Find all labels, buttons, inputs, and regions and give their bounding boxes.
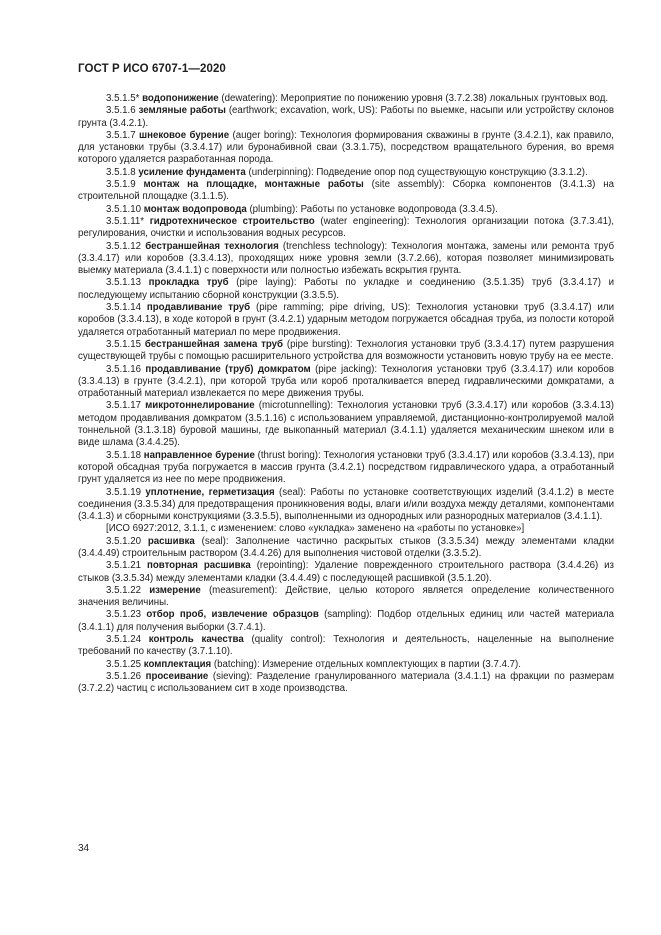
term-entry (78, 105, 614, 130)
entry-number: 3.5.1.9 (106, 179, 136, 191)
entry-number: 3.5.1.14 (106, 302, 142, 314)
entry-text: (pipe laying): Работы по укладке и соединению (3.5.1.35) труб (3.3.4.17) и последующему испытанию сборной конструкции (3.3.5.5). (78, 277, 614, 301)
entry-term: отбор проб, извлечение образцов (146, 609, 319, 621)
entry-number: 3.5.1.22 (106, 584, 142, 596)
term-entry (78, 277, 614, 302)
entry-number: 3.5.1.7 (106, 129, 136, 141)
term-entry (78, 339, 614, 364)
entry-text: (quality control): Технология и деятельность, нацеленные на выполнение требований по качеству (3.7.1.10). (78, 634, 614, 658)
term-entry (78, 216, 614, 241)
entry-text: (microtunnelling): Технология установки труб (3.3.4.17) или коробов (3.3.4.13) методом продавливания домкратом (3.5.1.16) с использованием управляемой, дистанционно-контролируемой малой тоннельной (3.1.3.18) буровой машины, где выкопанный материал (3.4.1.1) удаляется механическим шнеком или в виде шлама (3.4.4.25). (78, 400, 614, 449)
page-number: 34 (78, 843, 90, 854)
entry-text: (trenchless technology): Технология монтажа, замены или ремонта труб (3.3.4.17) или коробов (3.3.4.13), проходящих ниже уровня земли (3.7.2.66), которая позволяет минимизировать выемку материала (3.4.1.1) с поверхности или полностью избежать вскрытия грунта. (78, 240, 614, 277)
entry-text: (measurement): Действие, целью которого является определение количественного значения величины. (78, 584, 614, 609)
document-header: ГОСТ Р ИСО 6707-1—2020 (78, 63, 226, 75)
entry-text: (batching): Измерение отдельных комплектующих в партии (3.7.4.7). (211, 658, 521, 670)
term-entry (78, 671, 614, 696)
source-note: [ИСО 6927:2012, 3.1.1, с изменением: слово «укладка» заменено на «работы по установке»] (106, 523, 525, 535)
entry-number: 3.5.1.8 (106, 166, 136, 178)
entry-text: (thrust boring): Технология установки труб (3.3.4.17) или коробов (3.3.4.13), при которой обсадная труба погружается в массив грунта (3.4.2.1) посредством гидравлического удара, а отработанный грунт удаляется из нее по мере продвижения. (78, 449, 614, 486)
entry-number: 3.5.1.21 (106, 560, 142, 572)
term-entry (78, 609, 614, 634)
entry-text: (sampling): Подбор отдельных единиц или частей материала (3.4.1.1) для получения выборки (3.7.4.1). (78, 609, 614, 633)
term-entry (78, 659, 614, 671)
entry-term: просеивание (145, 670, 209, 682)
entry-number: 3.5.1.6 (106, 105, 136, 117)
term-entry (78, 634, 614, 659)
entry-term: бестраншейная замена труб (144, 338, 284, 350)
term-entry (78, 364, 614, 401)
entry-term: водопонижение (142, 93, 219, 104)
entry-term: продавливание (труб) домкратом (145, 363, 311, 375)
entry-term: контроль качества (148, 634, 244, 646)
entry-number: 3.5.1.25 (106, 658, 142, 670)
entry-text: (site assembly): Сборка компонентов (3.4.1.3) на строительной площадке (3.1.1.5). (78, 179, 614, 203)
entry-term: монтаж на площадке, монтажные работы (143, 179, 364, 191)
entry-term: гидротехническое строительство (149, 215, 315, 227)
entry-text: (dewatering): Мероприятие по понижению уровня (3.7.2.38) локальных грунтовых вод. (218, 93, 609, 104)
entry-number: 3.5.1.26 (106, 670, 142, 682)
entry-number: 3.5.1.17 (106, 400, 142, 412)
entry-term: расшивка (147, 535, 195, 547)
entry-text: (plumbing): Работы по установке водопровода (3.3.4.5). (246, 203, 498, 215)
entry-term: комплектация (143, 658, 212, 670)
term-entry (78, 302, 614, 339)
entry-text: (pipe jacking): Технология установки труб (3.3.4.17) или коробов (3.3.4.13) в грунте (3.4.2.1), при которой труба или короб проталкивается вперед гидравлическими домкратами, а отработанный материал извлекается по мере движения трубы. (78, 363, 614, 400)
entry-text: (repointing): Удаление поврежденного строительного раствора (3.4.4.26) из стыков (3.3.5.34) между элементами кладки (3.4.4.49) с последующей расшивкой (3.5.1.20). (78, 560, 614, 584)
entry-number: 3.5.1.18 (106, 449, 142, 461)
entry-number: 3.5.1.15 (106, 338, 142, 350)
term-entry (78, 560, 614, 585)
entry-term: микротоннелирование (145, 400, 255, 412)
entry-text: (pipe ramming; pipe driving, US): Технология установки труб (3.3.4.17) или коробов (3.3.4.13), в ходе которой в грунт (3.4.2.1) ударным методом погружается обсадная труба, из полости которой удаляется отработанный материал по мере продвижения. (78, 302, 614, 338)
entry-number: 3.5.1.20 (106, 535, 142, 547)
entry-text: (earthwork; excavation, work, US): Работы по выемке, насыпи или устройству склонов грунта (3.4.2.1). (78, 105, 614, 129)
document-body (78, 93, 614, 696)
term-entry (78, 450, 614, 487)
term-entry (78, 179, 614, 204)
entry-text: (pipe bursting): Технология установки труб (3.3.4.17) путем разрушения существующей трубы с помощью расширительного устройства для возможности установить новую трубу на ее месте. (78, 338, 614, 363)
entry-number: 3.5.1.23 (106, 609, 142, 621)
term-entry (78, 130, 614, 167)
entry-term: шнековое бурение (139, 129, 230, 141)
term-entry (78, 167, 614, 179)
term-entry (78, 204, 614, 216)
term-entry (78, 487, 614, 524)
term-entry (78, 400, 614, 449)
entry-number: 3.5.1.5* (106, 93, 140, 104)
entry-term: монтаж водопровода (143, 203, 247, 215)
entry-number: 3.5.1.19 (106, 486, 142, 498)
entry-text: (sieving): Разделение гранулированного материала (3.4.1.1) на фракции по размерам (3.7.2.2) частиц с использованием сит в ходе производства. (78, 670, 614, 695)
entry-text: (auger boring): Технология формирования скважины в грунте (3.4.2.1), как правило, для установки трубы (3.3.4.17) или буронабивной сваи (3.3.1.75), посредством вращательного бурения, во время которого удаляется разработанная порода. (78, 129, 614, 166)
entry-text: (seal): Работы по установке соответствующих изделий (3.4.1.2) в месте соединения (3.3.5.34) для предотвращения проникновения воды, влаги и/или воздуха между деталями, компонентами (3.4.1.3) и сборными конструкциями (3.3.5.5), выполненными из однородных или разнородных материалов (3.4.1.1). (78, 486, 614, 523)
term-entry (78, 93, 614, 105)
entry-term: земляные работы (138, 105, 226, 117)
entry-term: бестраншейная технология (145, 240, 279, 252)
entry-number: 3.5.1.11* (106, 215, 145, 227)
term-entry (78, 585, 614, 610)
entry-term: продавливание труб (146, 302, 251, 314)
entry-number: 3.5.1.16 (106, 363, 142, 375)
entry-number: 3.5.1.24 (106, 634, 142, 646)
entry-number: 3.5.1.10 (106, 203, 142, 215)
entry-term: прокладка труб (148, 277, 229, 289)
term-entry (78, 536, 614, 561)
entry-number: 3.5.1.12 (106, 240, 142, 252)
entry-term: уплотнение, герметизация (145, 486, 275, 498)
entry-term: усиление фундамента (138, 166, 246, 178)
entry-number: 3.5.1.13 (106, 277, 142, 289)
entry-term: направленное бурение (143, 449, 255, 461)
entry-term: измерение (149, 584, 201, 596)
entry-text: (underpinning): Подведение опор под существующую конструкцию (3.3.1.2). (245, 166, 588, 178)
entry-text: (water engineering): Технология организации потока (3.7.3.41), регулирования, очистки и использования водных ресурсов. (78, 215, 614, 240)
entry-text: (seal): Заполнение частично раскрытых стыков (3.3.5.34) между элементами кладки (3.4.4.49) строительным раствором (3.4.4.26) для выполнения чистовой отделки (3.3.5.2). (78, 535, 614, 559)
term-entry (78, 241, 614, 278)
entry-term: повторная расшивка (146, 560, 251, 572)
